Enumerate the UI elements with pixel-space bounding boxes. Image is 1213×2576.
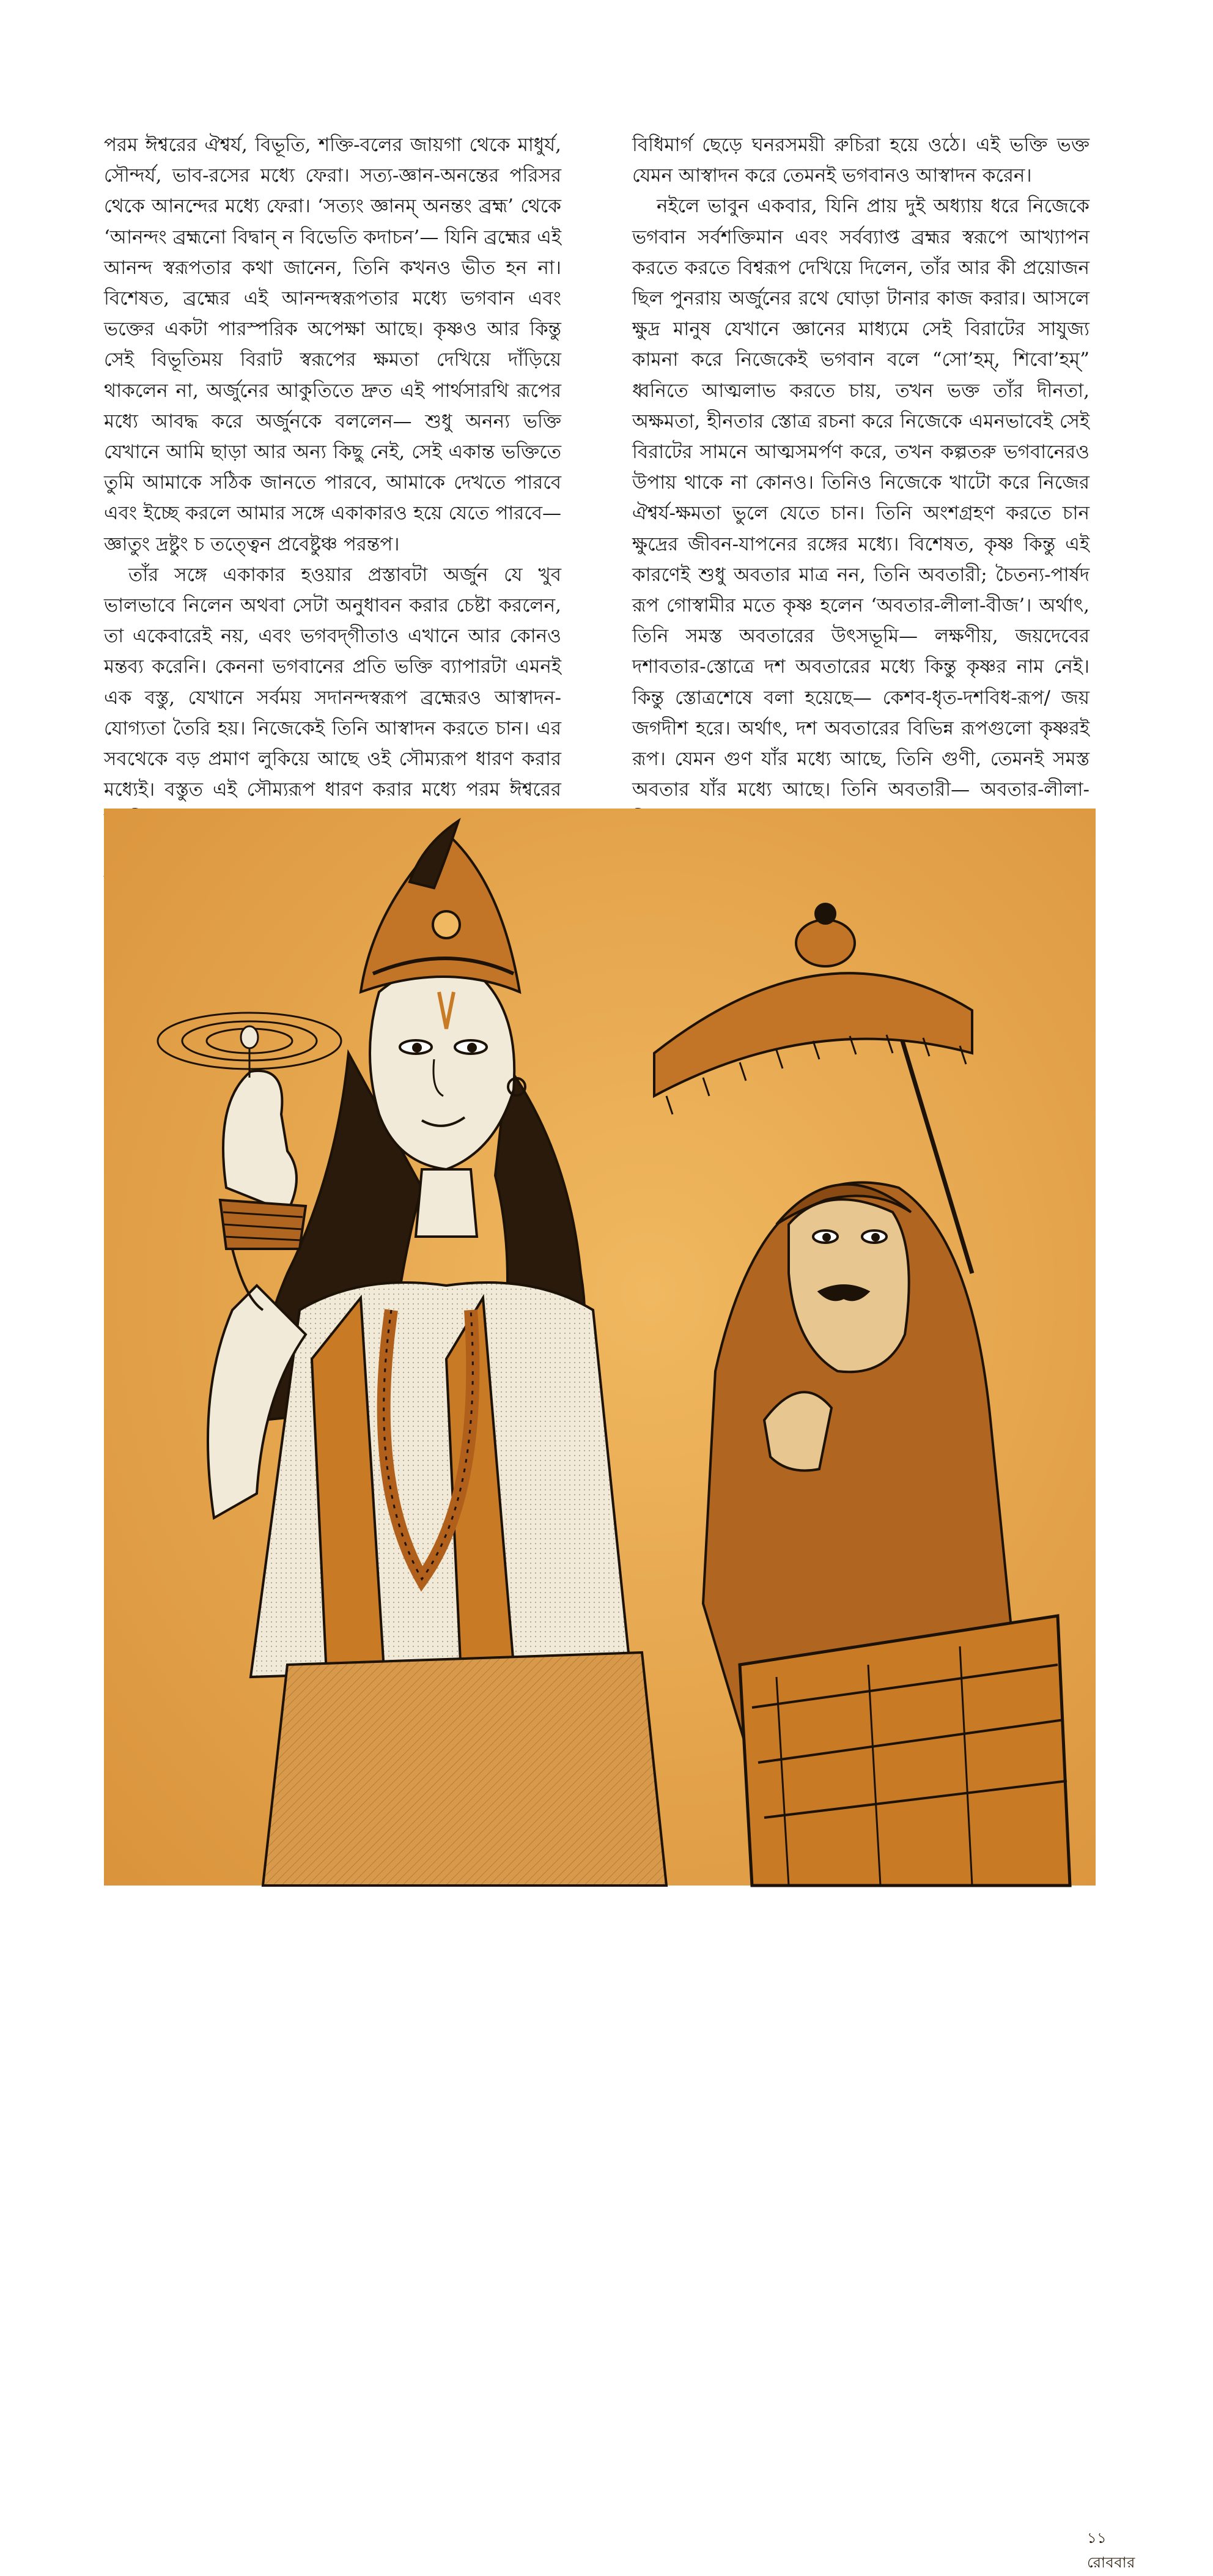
paragraph-3: বিধিমার্গ ছেড়ে ঘনরসময়ী রুচিরা হয়ে ওঠে। এই ভক্তি ভক্ত যেমন আস্বাদন করে তেমনই ভগবানও আস্বাদন করেন। bbox=[632, 134, 1089, 187]
paragraph-1: পরম ঈশ্বরের ঐশ্বর্য, বিভূতি, শক্তি-বলের জায়গা থেকে মাধুর্য, সৌন্দর্য, ভাব-রসের মধ্যে ফেরা। সত্য-জ্ঞান-অনন্তের পরিসর থেকে আনন্দের মধ্যে ফেরা। ‘সত্যং জ্ঞানম্‌ অনন্তং ব্রহ্ম’ থেকে ‘আনন্দং ব্রহ্মনো বিদ্বান্‌ ন বিভেতি কদাচন’— যিনি ব্রহ্মের এই আনন্দ স্বরূপতার কথা জানেন, তিনি কখনও ভীত হন না। বিশেষত, ব্রহ্মের এই আনন্দস্বরূপতার মধ্যে ভগবান এবং ভক্তের একটা পারস্পরিক অপেক্ষা আছে। কৃষ্ণও আর কিন্তু সেই বিভূতিময় বিরাট স্বরূপের ক্ষমতা দেখিয়ে দাঁড়িয়ে থাকলেন না, অর্জুনের আকুতিতে দ্রুত এই পার্থসারথি রূপের মধ্যে আবদ্ধ করে অর্জুনকে বললেন— শুধু অনন্য ভক্তি যেখানে আমি ছাড়া আর অন্য কিছু নেই, সেই একান্ত ভক্তিতে তুমি আমাকে সঠিক জানতে পারবে, আমাকে দেখতে পারবে এবং ইচ্ছে করলে আমার সঙ্গে একাকারও হয়ে যেতে পারবে— জ্ঞাতুং দ্রষ্টুং চ তত্ত্বেন প্রবেষ্টুঞ্চ পরন্তপ। bbox=[104, 134, 561, 555]
paragraph-4: নইলে ভাবুন একবার, যিনি প্রায় দুই অধ্যায় ধরে নিজেকে ভগবান সর্বশক্তিমান এবং সর্বব্যাপ্ত ব্রহ্মর স্বরূপে আখ্যাপন করতে করতে বিশ্বরূপ দেখিয়ে দিলেন, তাঁর আর কী প্রয়োজন ছিল পুনরায় অর্জুনের রথে ঘোড়া টানার কাজ করার। আসলে ক্ষুদ্র মানুষ যেখানে জ্ঞানের মাধ্যমে সেই বিরাটের সাযুজ্য কামনা করে নিজেকেই ভগবান বলে “সো’হম্‌, শিবো’হম্‌” ধ্বনিতে আত্মলাভ করতে চায়, তখন ভক্ত তাঁর দীনতা, অক্ষমতা, হীনতার স্তোত্র রচনা করে নিজেকে এমনভাবেই সেই বিরাটের সামনে আত্মসমর্পণ করে, তখন কল্পতরু ভগবানেরও উপায় থাকে না কোনও। তিনিও নিজেকে খাটো করে নিজের ঐশ্বর্য-ক্ষমতা ভুলে যেতে চান। তিনি অংশগ্রহণ করতে চান ক্ষুদ্রের জীবন-যাপনের রঙ্গের মধ্যে। বিশেষত, কৃষ্ণ কিন্তু এই কারণেই শুধু অবতার মাত্র নন, তিনি অবতারী; চৈতন্য-পার্ষদ রূপ গোস্বামীর মতে কৃষ্ণ হলেন ‘অবতার-লীলা-বীজ’। অর্থাৎ, তিনি সমস্ত অবতারের উৎসভূমি— লক্ষণীয়, জয়দেবের দশাবতার-স্তোত্রে দশ অবতারের মধ্যে কিন্তু কৃষ্ণর নাম নেই। কিন্তু স্তোত্রশেষে বলা হয়েছে— কেশব-ধৃত-দশবিধ-রূপ/ জয় জগদীশ হরে। অর্থাৎ, দশ অবতারের বিভিন্ন রূপগুলো কৃষ্ণরই রূপ। যেমন গুণ যাঁর মধ্যে আছে, তিনি গুণী, তেমনই সমস্ত অবতার যাঁর মধ্যে আছে। তিনি অবতারী— অবতার-লীলা- bbox=[632, 195, 1089, 801]
krishna-arjuna-illustration bbox=[104, 809, 1135, 2571]
page-folio: ১১ রোববার bbox=[1087, 2530, 1135, 2571]
paragraph-2: তাঁর সঙ্গে একাকার হওয়ার প্রস্তাবটা অর্জুন যে খুব ভালভাবে নিলেন অথবা সেটা অনুধাবন করার চেষ্টা করলেন, তা একেবারেই নয়, এবং ভগবদ্‌গীতাও এখানে আর কোনও মন্তব্য করেনি। কেননা ভগবানের প্রতি ভক্তি ব্যাপারটা এমনই এক বস্তু, যেখানে সর্বময় সদানন্দস্বরূপ ব্রহ্মেরও আস্বাদন-যোগ্যতা তৈরি হয়। নিজেকেই তিনি আস্বাদন করতে চান। এর সবথেকে বড় প্রমাণ লুকিয়ে আছে ওই সৌম্যরূপ ধারণ করার মধ্যেই। বস্তুত এই সৌম্যরূপ ধারণ করার মধ্যে পরম ঈশ্বরের bbox=[104, 563, 561, 801]
chariot bbox=[740, 1616, 1070, 1886]
article-column-left bbox=[104, 130, 561, 897]
